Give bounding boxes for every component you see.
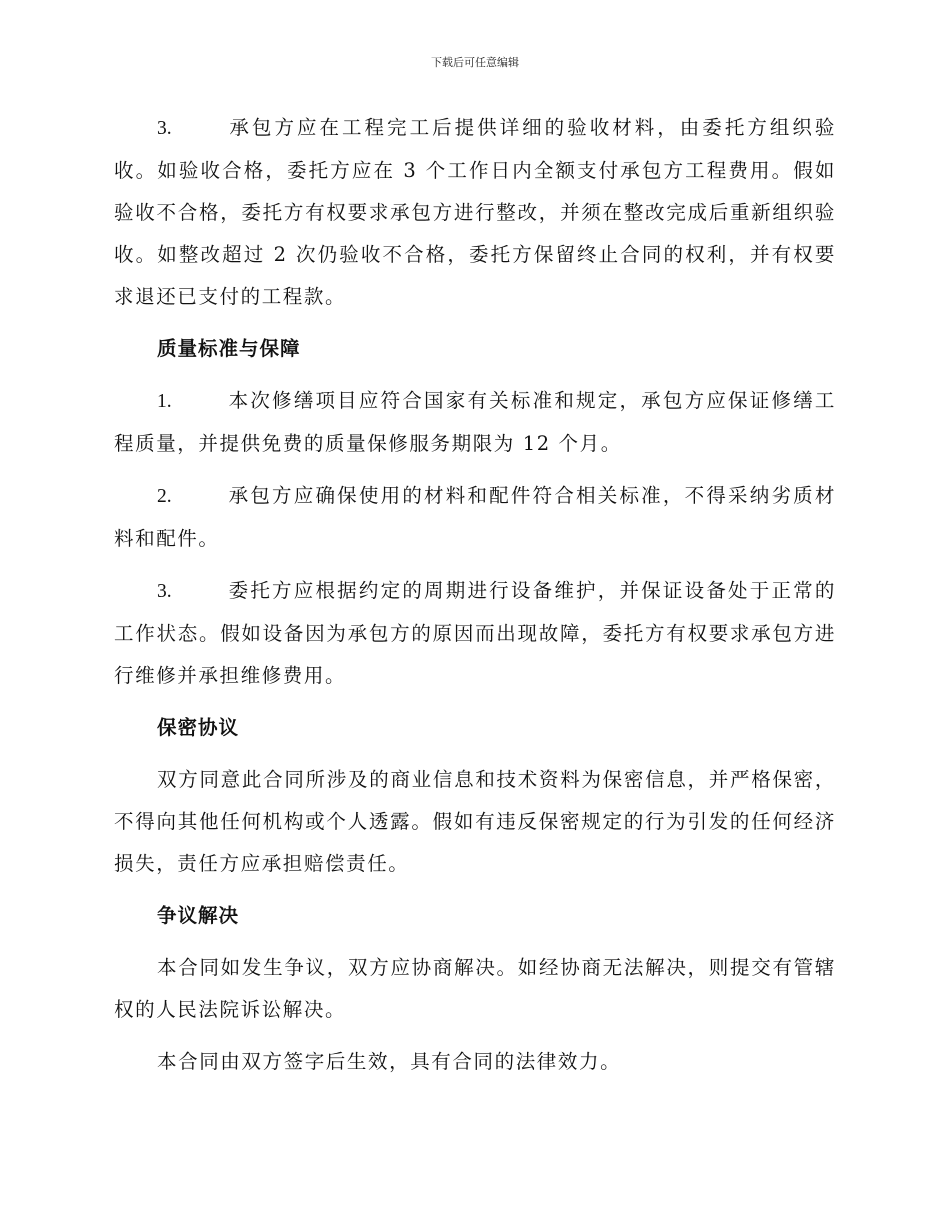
header-note: 下载后可任意编辑 [431,56,519,69]
confidentiality-paragraph: 双方同意此合同所涉及的商业信息和技术资料为保密信息，并严格保密，不得向其他任何机构或个人透露。假如有违反保密规定的行为引发的任何经济损失，责任方应承担赔偿责任。 [114,768,836,875]
clause-number: 2. [157,486,172,507]
clause-quality-1 [114,380,836,465]
clause-text: 承包方应在工程完工后提供详细的验收材料，由委托方组织验收。如验收合格，委托方应在 3 个工作日内全额支付承包方工程费用。假如验收不合格，委托方有权要求承包方进行整改，并须在整改完成后重新组织验收。如整改超过 2 次仍验收不合格，委托方保留终止合同的权利，并有权要求退还已支付的工程款。 [114,116,836,308]
clause-text: 承包方应确保使用的材料和配件符合相关标准，不得采纳劣质材料和配件。 [114,484,836,550]
dispute-paragraph: 本合同如发生争议，双方应协商解决。如经协商无法解决，则提交有管辖权的人民法院诉讼解决。 [114,956,836,1021]
section-heading-confidentiality: 保密协议 [157,716,240,739]
effective-paragraph: 本合同由双方签字后生效，具有合同的法律效力。 [157,1050,622,1073]
clause-text: 委托方应根据约定的周期进行设备维护，并保证设备处于正常的工作状态。假如设备因为承包方的原因而出现故障，委托方有权要求承包方进行维修并承担维修费用。 [114,579,836,687]
clause-quality-2 [114,475,836,560]
clause-text: 本次修缮项目应符合国家有关标准和规定，承包方应保证修缮工程质量，并提供免费的质量保修服务期限为 12 个月。 [114,389,836,455]
clause-number: 3. [157,118,172,139]
clause-quality-3 [114,570,836,697]
section-heading-dispute: 争议解决 [157,904,240,927]
clause-acceptance [114,107,836,318]
document-body [114,107,836,1093]
clause-number: 3. [157,581,172,602]
section-heading-quality: 质量标准与保障 [157,337,301,360]
clause-number: 1. [157,391,172,412]
